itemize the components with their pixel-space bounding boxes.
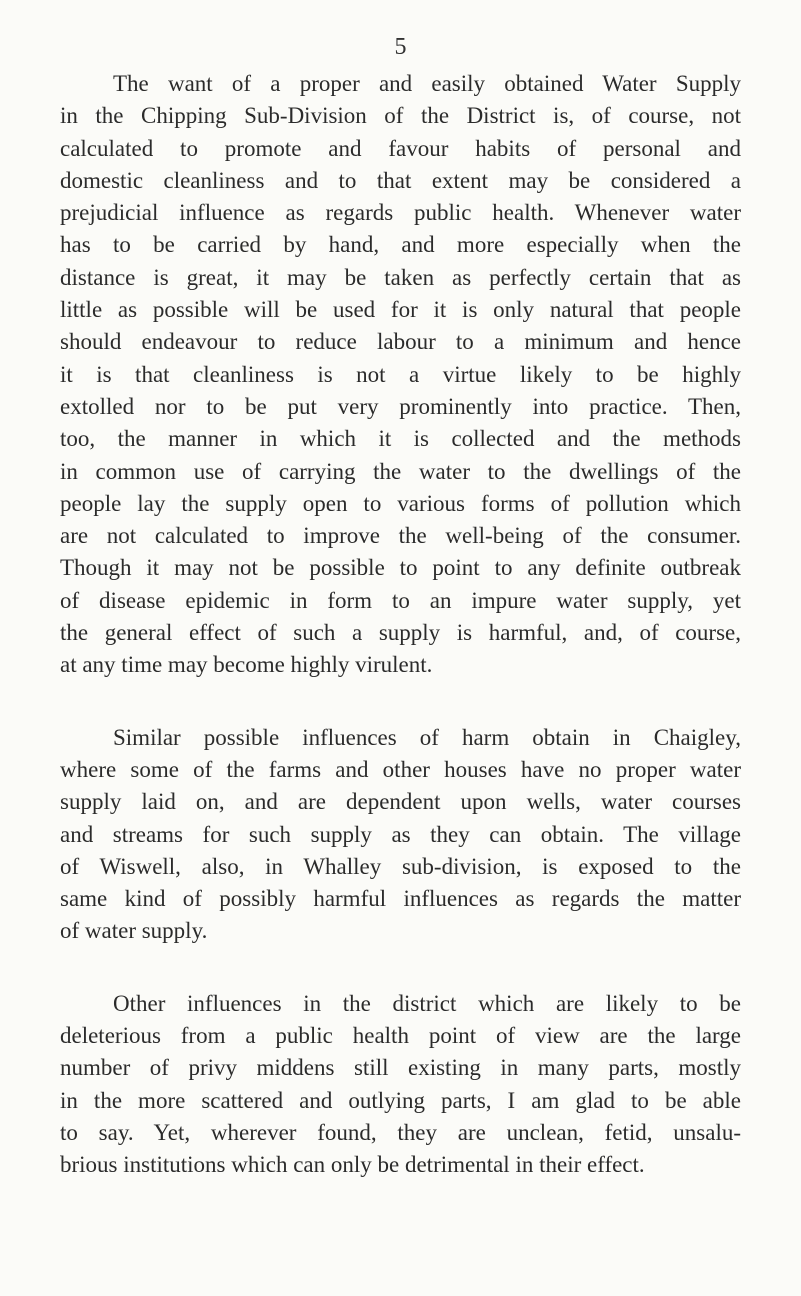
text-line: supply laid on, and are dependent upon wells, water courses — [60, 789, 741, 815]
text-line: to say. Yet, wherever found, they are unclean, fetid, unsalu- — [60, 1119, 741, 1145]
text-line: number of privy middens still existing in many parts, mostly — [60, 1055, 741, 1081]
text-line: same kind of possibly harmful influences as regards the matter — [60, 886, 741, 912]
document-body — [60, 68, 741, 1182]
text-line: of water supply. — [60, 918, 208, 944]
paragraph-privy-middens — [60, 988, 741, 1182]
text-line: Similar possible influences of harm obtain in Chaigley, — [113, 724, 741, 750]
text-line: are not calculated to improve the well-being of the consumer. — [60, 523, 741, 549]
text-line: extolled nor to be put very prominently into practice. Then, — [60, 393, 741, 419]
paragraph-water-supply — [60, 68, 741, 682]
text-line: of disease epidemic in form to an impure water supply, yet — [60, 587, 741, 613]
paragraph-chaigley-wiswell — [60, 722, 741, 948]
text-line: and streams for such supply as they can obtain. The village — [60, 821, 741, 847]
text-line: has to be carried by hand, and more especially when the — [60, 232, 741, 258]
text-line: deleterious from a public health point of view are the large — [60, 1023, 741, 1049]
text-line: too, the manner in which it is collected and the methods — [60, 426, 741, 452]
text-line: calculated to promote and favour habits of personal and — [60, 135, 741, 161]
text-line: brious institutions which can only be detrimental in their effect. — [60, 1152, 645, 1178]
text-line: in the more scattered and outlying parts, I am glad to be able — [60, 1087, 741, 1113]
text-line: at any time may become highly virulent. — [60, 652, 433, 678]
text-line: The want of a proper and easily obtained Water Supply — [113, 71, 741, 96]
text-line: distance is great, it may be taken as perfectly certain that as — [60, 264, 741, 290]
text-line: little as possible will be used for it is only natural that people — [60, 297, 741, 323]
text-line: Though it may not be possible to point to any definite outbreak — [60, 555, 741, 581]
text-line: should endeavour to reduce labour to a minimum and hence — [60, 329, 741, 355]
text-line: in common use of carrying the water to the dwellings of the — [60, 458, 741, 484]
text-line: people lay the supply open to various forms of pollution which — [60, 490, 741, 516]
text-line: in the Chipping Sub-Division of the District is, of course, not — [60, 103, 741, 129]
text-line: where some of the farms and other houses have no proper water — [60, 756, 741, 782]
text-line: Other influences in the district which are likely to be — [113, 990, 741, 1016]
text-line: domestic cleanliness and to that extent may be considered a — [60, 167, 741, 193]
page-number: 5 — [394, 34, 407, 60]
text-line: it is that cleanliness is not a virtue likely to be highly — [60, 361, 741, 387]
text-line: the general effect of such a supply is harmful, and, of course, — [60, 620, 741, 646]
text-line: prejudicial influence as regards public health. Whenever water — [60, 200, 741, 226]
text-line: of Wiswell, also, in Whalley sub-division, is exposed to the — [60, 853, 741, 879]
